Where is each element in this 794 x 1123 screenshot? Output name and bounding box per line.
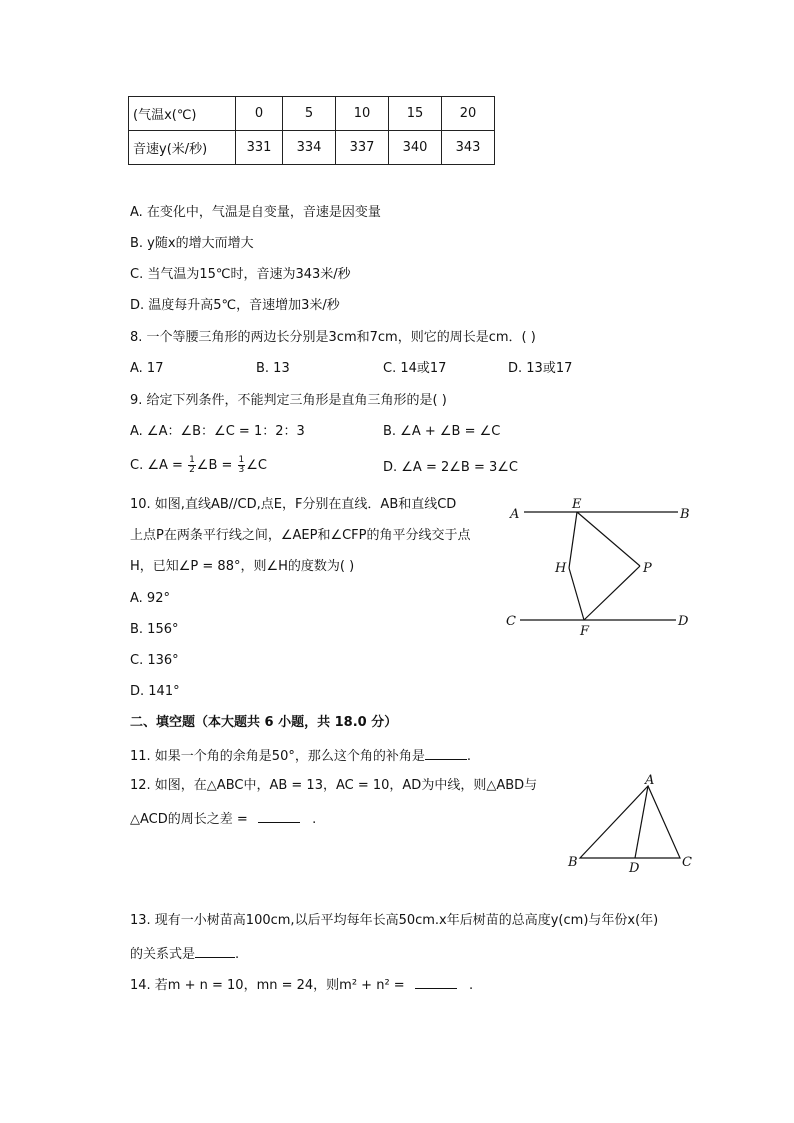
median-ad bbox=[635, 786, 648, 858]
q10-line1: 10. 如图,直线AB//CD,点E，F分别在直线．AB和直线CD bbox=[130, 497, 457, 512]
table-cell: 20 bbox=[442, 97, 495, 131]
label-d: D bbox=[678, 614, 689, 629]
q10-line2: 上点P在两条平行线之间，∠AEP和∠CFP的角平分线交于点 bbox=[130, 528, 471, 543]
q8-option-d: D. 13或17 bbox=[508, 361, 573, 376]
segment-hf bbox=[569, 568, 584, 620]
label-a: A bbox=[645, 773, 655, 788]
q14-text: 14. 若m + n = 10，mn = 24，则m² + n² = bbox=[130, 978, 405, 993]
q11-end: . bbox=[466, 749, 471, 764]
q9-option-c-mid: ∠B = bbox=[196, 458, 233, 473]
q14 bbox=[130, 974, 473, 995]
segment-pf bbox=[584, 566, 640, 620]
label-a: A bbox=[510, 507, 520, 522]
table-cell: 340 bbox=[389, 131, 442, 165]
fraction-one-third bbox=[238, 456, 246, 475]
answer-blank bbox=[258, 808, 300, 823]
temperature-speed-table bbox=[128, 96, 495, 165]
q10-option-d: D. 141° bbox=[130, 684, 180, 699]
q9-option-c bbox=[130, 456, 267, 475]
label-f: F bbox=[580, 624, 590, 639]
fraction-numerator: 1 bbox=[238, 455, 245, 465]
q8-stem: 8. 一个等腰三角形的两边长分别是3cm和7cm，则它的周长是cm．( ) bbox=[130, 330, 536, 345]
section-title-fill-in: 二、填空题（本大题共 6 小题，共 18.0 分） bbox=[130, 715, 398, 730]
table-cell: 5 bbox=[283, 97, 336, 131]
label-c: C bbox=[506, 614, 516, 629]
label-e: E bbox=[572, 497, 582, 512]
table-header-speed: 音速y(米/秒) bbox=[129, 131, 236, 165]
label-c: C bbox=[682, 855, 692, 870]
table-cell: 10 bbox=[336, 97, 389, 131]
q8-option-c: C. 14或17 bbox=[383, 361, 447, 376]
triangle-abc bbox=[580, 786, 680, 858]
q9-option-a: A. ∠A：∠B：∠C = 1：2：3 bbox=[130, 424, 305, 439]
fraction-denominator: 3 bbox=[238, 465, 245, 475]
q13-text: 的关系式是 bbox=[130, 947, 196, 962]
segment-ep bbox=[577, 512, 640, 566]
fraction-numerator: 1 bbox=[189, 455, 195, 465]
q12-end: . bbox=[312, 812, 317, 827]
q10-option-c: C. 136° bbox=[130, 653, 179, 668]
q7-option-b: B. y随x的增大而增大 bbox=[130, 236, 254, 251]
q11-text: 11. 如果一个角的余角是50°，那么这个角的补角是 bbox=[130, 749, 425, 764]
q9-stem: 9. 给定下列条件，不能判定三角形是直角三角形的是( ) bbox=[130, 393, 447, 408]
q13-line2 bbox=[130, 943, 239, 964]
q9-option-b: B. ∠A + ∠B = ∠C bbox=[383, 424, 501, 439]
q10-line3: H，已知∠P = 88°，则∠H的度数为( ) bbox=[130, 559, 355, 574]
q14-end: . bbox=[468, 978, 474, 993]
q9-option-c-prefix: C. ∠A = bbox=[130, 458, 183, 473]
answer-blank bbox=[195, 943, 235, 958]
fraction-denominator: 2 bbox=[189, 465, 195, 475]
table-row bbox=[129, 131, 495, 165]
q10-option-a: A. 92° bbox=[130, 591, 170, 606]
q10-option-b: B. 156° bbox=[130, 622, 179, 637]
table-header-temp: (气温x(℃) bbox=[129, 97, 236, 131]
q10-parallel-lines-figure bbox=[500, 494, 700, 644]
label-h: H bbox=[555, 561, 567, 576]
table-cell: 15 bbox=[389, 97, 442, 131]
q7-option-d: D. 温度每升高5℃，音速增加3米/秒 bbox=[130, 298, 340, 313]
q11 bbox=[130, 745, 471, 766]
q9-option-c-suffix: ∠C bbox=[246, 458, 268, 473]
table-cell: 334 bbox=[283, 131, 336, 165]
label-b: B bbox=[568, 855, 578, 870]
label-d: D bbox=[629, 861, 640, 876]
table-cell: 331 bbox=[236, 131, 283, 165]
q9-option-d: D. ∠A = 2∠B = 3∠C bbox=[383, 460, 518, 475]
fraction-one-half bbox=[188, 456, 196, 475]
table-row bbox=[129, 97, 495, 131]
label-b: B bbox=[680, 507, 690, 522]
segment-eh bbox=[569, 512, 577, 568]
table-cell: 337 bbox=[336, 131, 389, 165]
table-cell: 343 bbox=[442, 131, 495, 165]
q13-end: . bbox=[235, 947, 240, 962]
q8-option-b: B. 13 bbox=[256, 361, 290, 376]
q12-line2 bbox=[130, 808, 316, 829]
q13-line1: 13. 现有一小树苗高100cm,以后平均每年长高50cm.x年后树苗的总高度y(cm)与年份x(年) bbox=[130, 913, 659, 928]
q12-triangle-figure bbox=[562, 772, 698, 880]
q12-line1: 12. 如图，在△ABC中，AB = 13，AC = 10，AD为中线，则△ABD与 bbox=[130, 778, 538, 793]
answer-blank bbox=[425, 745, 467, 760]
q7-option-c: C. 当气温为15℃时，音速为343米/秒 bbox=[130, 267, 351, 282]
answer-blank bbox=[415, 974, 457, 989]
q12-text: △ACD的周长之差 = bbox=[130, 812, 248, 827]
q8-option-a: A. 17 bbox=[130, 361, 164, 376]
table-cell: 0 bbox=[236, 97, 283, 131]
q7-option-a: A. 在变化中，气温是自变量，音速是因变量 bbox=[130, 205, 381, 220]
label-p: P bbox=[643, 561, 652, 576]
